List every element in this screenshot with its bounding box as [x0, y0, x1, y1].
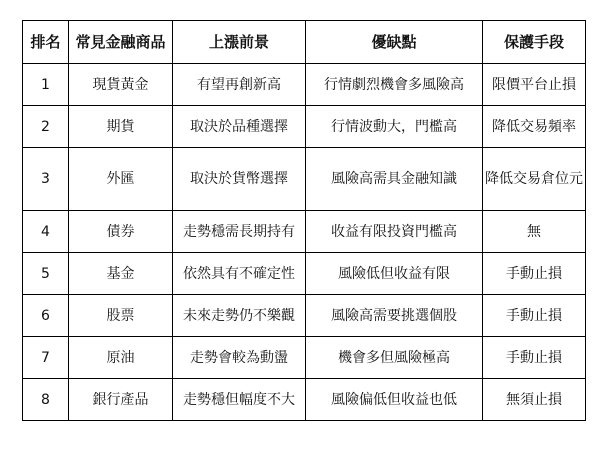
- cell-pros-cons: 行情波動大，門檻高: [306, 106, 483, 148]
- cell-pros-cons: 風險高需要挑選個股: [306, 295, 483, 337]
- cell-outlook: 取決於貨幣選擇: [173, 148, 306, 211]
- cell-product: 期貨: [69, 106, 173, 148]
- cell-rank: 4: [23, 211, 69, 253]
- table-row: [23, 253, 586, 295]
- table-row: [23, 337, 586, 379]
- cell-protection: 降低交易頻率: [483, 106, 586, 148]
- cell-protection: 手動止損: [483, 295, 586, 337]
- cell-rank: 5: [23, 253, 69, 295]
- header-pros-cons: 優缺點: [306, 21, 483, 64]
- cell-outlook: 未來走勢仍不樂觀: [173, 295, 306, 337]
- cell-protection: 手動止損: [483, 337, 586, 379]
- cell-rank: 1: [23, 64, 69, 106]
- cell-rank: 3: [23, 148, 69, 211]
- cell-rank: 7: [23, 337, 69, 379]
- header-outlook: 上漲前景: [173, 21, 306, 64]
- cell-protection: 無: [483, 211, 586, 253]
- table-row: [23, 64, 586, 106]
- cell-protection: 限價平台止損: [483, 64, 586, 106]
- cell-pros-cons: 機會多但風險極高: [306, 337, 483, 379]
- cell-product: 股票: [69, 295, 173, 337]
- header-protection: 保護手段: [483, 21, 586, 64]
- cell-outlook: 走勢穩但幅度不大: [173, 379, 306, 421]
- cell-pros-cons: 行情劇烈機會多風險高: [306, 64, 483, 106]
- cell-pros-cons: 收益有限投資門檻高: [306, 211, 483, 253]
- financial-products-table: [22, 20, 586, 421]
- cell-outlook: 取決於品種選擇: [173, 106, 306, 148]
- table-row: [23, 211, 586, 253]
- cell-pros-cons: 風險低但收益有限: [306, 253, 483, 295]
- cell-outlook: 依然具有不確定性: [173, 253, 306, 295]
- table-row: [23, 148, 586, 211]
- cell-protection: 手動止損: [483, 253, 586, 295]
- table-row: [23, 106, 586, 148]
- cell-product: 銀行產品: [69, 379, 173, 421]
- cell-product: 債券: [69, 211, 173, 253]
- header-row: [23, 21, 586, 64]
- header-product: 常見金融商品: [69, 21, 173, 64]
- cell-product: 現貨黃金: [69, 64, 173, 106]
- cell-product: 基金: [69, 253, 173, 295]
- cell-pros-cons: 風險偏低但收益也低: [306, 379, 483, 421]
- header-rank: 排名: [23, 21, 69, 64]
- cell-rank: 8: [23, 379, 69, 421]
- cell-rank: 6: [23, 295, 69, 337]
- table-row: [23, 379, 586, 421]
- cell-rank: 2: [23, 106, 69, 148]
- table-row: [23, 295, 586, 337]
- cell-pros-cons: 風險高需具金融知識: [306, 148, 483, 211]
- cell-outlook: 走勢會較為動盪: [173, 337, 306, 379]
- cell-product: 原油: [69, 337, 173, 379]
- cell-outlook: 走勢穩需長期持有: [173, 211, 306, 253]
- cell-product: 外匯: [69, 148, 173, 211]
- cell-protection: 無須止損: [483, 379, 586, 421]
- cell-outlook: 有望再創新高: [173, 64, 306, 106]
- cell-protection: 降低交易倉位元: [483, 148, 586, 211]
